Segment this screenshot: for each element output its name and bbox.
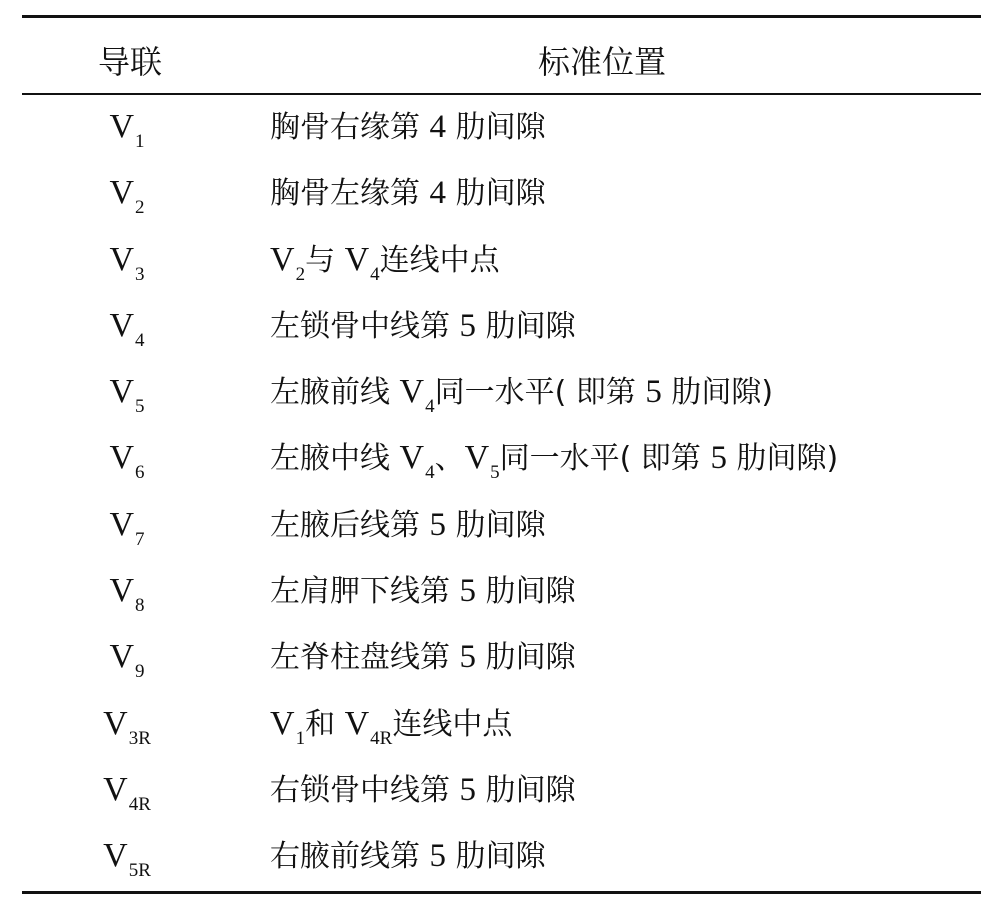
table-header [22,18,981,93]
lead-cell [22,768,232,817]
lead-subscript: 5R [128,860,151,882]
position-text: V [344,704,370,742]
lead-subscript: 9 [135,661,145,683]
position-text: 胸骨左缘第 [270,176,430,212]
position-text: 肋间隙 [446,839,546,875]
lead-cell [22,171,232,220]
header-lead: 导联 [98,43,163,81]
position-text: 胸骨右缘第 [270,110,430,145]
position-text: 肋间隙 [446,176,546,212]
table-row [22,95,981,161]
position-text: 左腋前线 [270,375,400,411]
table-row [22,758,981,824]
lead-position-table [22,15,981,894]
position-text: V [270,240,295,278]
position-text: 5 [429,838,447,875]
position-text: 5 [459,771,477,808]
position-text: 同一水平( 即第 [499,441,711,477]
table-row [22,360,981,426]
lead-subscript: 3R [128,727,151,749]
lead-subscript: 7 [135,528,145,550]
lead-cell [22,702,232,751]
position-cell [270,834,546,879]
position-text: 肋间隙 [476,308,576,344]
position-subscript: 4 [370,263,380,285]
position-text: 和 [305,706,345,742]
position-text: 右腋前线第 [270,839,430,875]
lead-subscript: 5 [135,396,145,418]
position-subscript: 1 [295,727,306,749]
lead-letter: V [109,572,135,610]
position-text: 5 [645,374,662,411]
position-text: 左肩胛下线第 [270,574,460,610]
lead-cell [22,370,232,419]
position-subscript: 5 [490,462,500,484]
table-row [22,294,981,360]
position-cell [270,171,546,216]
position-text: V [344,240,370,278]
position-cell [270,436,838,485]
lead-letter: V [103,770,128,808]
position-text: 左腋中线 [270,441,400,477]
lead-letter: V [109,439,135,477]
lead-letter: V [103,704,128,742]
table-row [22,625,981,691]
lead-subscript: 4R [128,793,151,815]
lead-letter: V [109,638,135,676]
position-text: 5 [429,506,447,543]
position-text: 肋间隙 [476,772,576,808]
position-text: 肋间隙) [726,441,839,477]
table-row [22,559,981,625]
position-cell [270,702,512,751]
position-text: 连线中点 [392,706,513,742]
position-text: 、 [434,441,465,477]
position-subscript: 4 [425,462,435,484]
position-cell [270,105,546,150]
lead-cell [22,105,232,154]
position-text: 左腋后线第 [270,507,430,543]
position-cell [270,768,576,813]
position-text: V [464,439,490,477]
lead-subscript: 1 [135,131,145,152]
lead-cell [22,635,232,684]
lead-subscript: 4 [135,329,145,351]
lead-letter: V [109,306,135,344]
table-row [22,692,981,758]
position-text: 5 [459,639,477,676]
position-text: 5 [459,573,477,610]
position-cell [270,503,546,548]
position-text: 连线中点 [379,242,500,278]
lead-subscript: 8 [135,595,145,617]
bottom-rule [22,891,981,894]
lead-letter: V [109,240,135,278]
position-cell [270,304,576,349]
lead-subscript: 6 [135,462,145,484]
lead-letter: V [109,174,135,212]
position-text: 左脊柱盘线第 [270,640,460,676]
position-text: 肋间隙 [476,640,576,676]
position-text: V [399,373,425,411]
lead-letter: V [109,108,135,145]
table-row [22,161,981,227]
lead-letter: V [109,373,135,411]
position-subscript: 4 [425,396,435,418]
table-body [22,95,981,891]
position-text: 4 [429,109,447,145]
table-row [22,824,981,890]
position-cell [270,635,576,680]
position-cell [270,370,773,419]
header-position: 标准位置 [538,43,667,81]
lead-cell [22,503,232,552]
position-text: 4 [429,175,447,212]
lead-letter: V [103,837,128,875]
position-cell [270,569,576,614]
lead-cell [22,834,232,883]
position-cell [270,238,500,287]
table-row [22,426,981,492]
position-text: 肋间隙 [476,574,576,610]
position-text: 左锁骨中线第 [270,308,460,344]
position-subscript: 2 [295,263,306,285]
lead-subscript: 2 [135,197,145,219]
position-text: 与 [305,242,345,278]
lead-cell [22,238,232,287]
position-text: 同一水平( 即第 [434,375,646,411]
position-text: 肋间隙 [446,507,546,543]
lead-letter: V [109,505,135,543]
position-text: 5 [710,440,727,477]
table-row [22,493,981,559]
position-text: 右锁骨中线第 [270,772,460,808]
position-text: V [399,439,425,477]
lead-cell [22,304,232,353]
table-row [22,228,981,294]
lead-subscript: 3 [135,263,145,285]
position-text: V [270,704,295,742]
position-subscript: 4R [370,727,393,749]
lead-cell [22,436,232,485]
position-text: 肋间隙 [446,110,546,145]
position-text: 5 [459,307,477,344]
lead-cell [22,569,232,618]
position-text: 肋间隙) [661,375,774,411]
